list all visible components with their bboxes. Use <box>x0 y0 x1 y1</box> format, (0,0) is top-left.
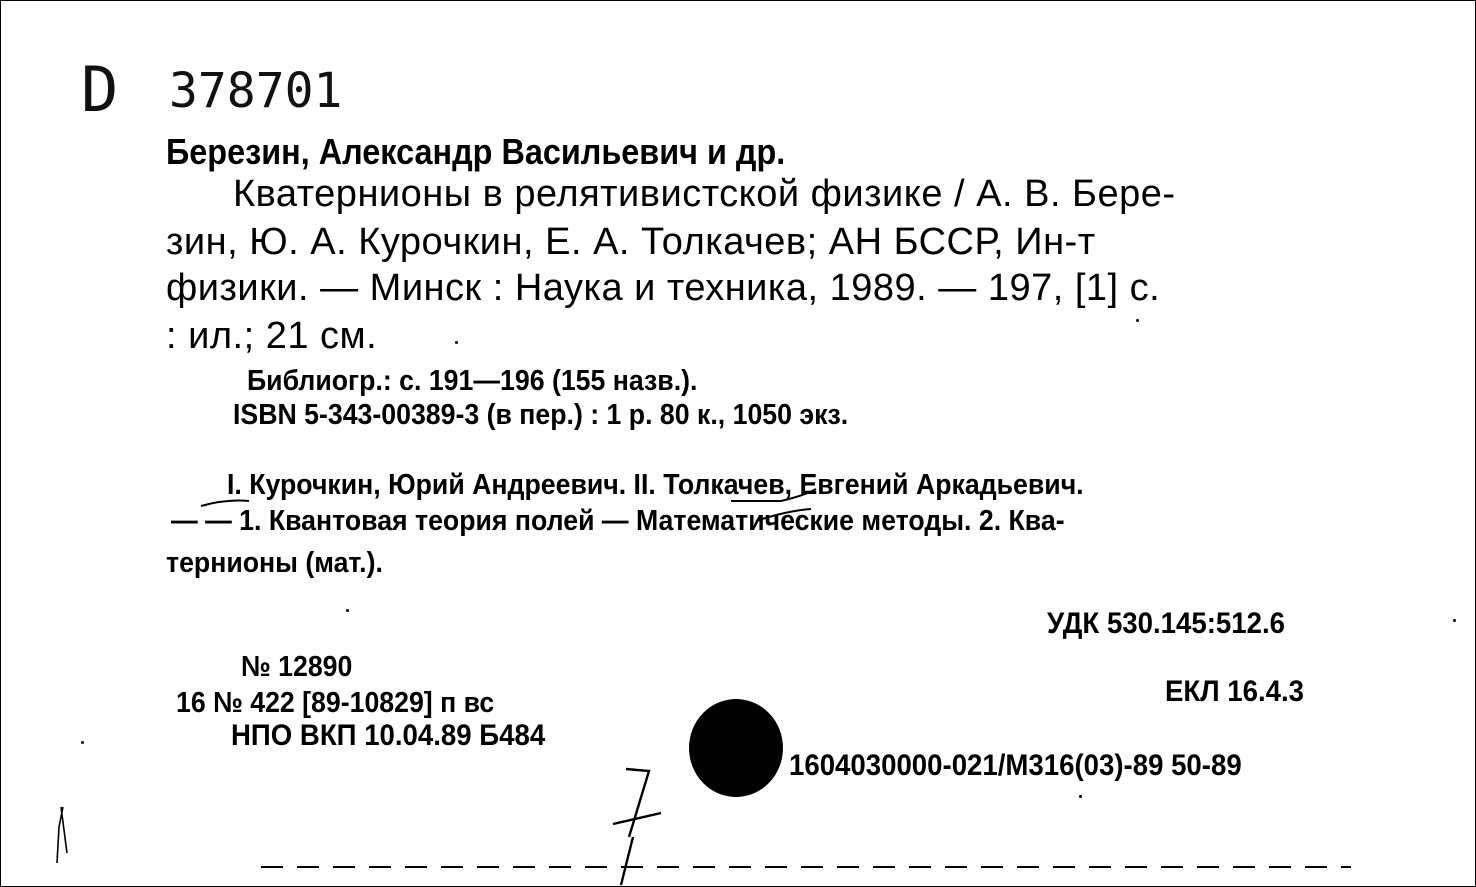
speck <box>81 741 84 744</box>
title-line-4: : ил.; 21 см. <box>166 315 378 357</box>
order-line-2: 16 № 422 [89-10829] п вс <box>176 687 495 719</box>
tracing-line-3: тернионы (мат.). <box>166 547 383 579</box>
speck <box>1136 319 1139 322</box>
speck <box>455 341 458 344</box>
bibliography-note: Библиогр.: с. 191—196 (155 назв.). <box>247 365 698 397</box>
speck <box>1453 619 1456 622</box>
udk-code: УДК 530.145:512.6 <box>1047 607 1285 640</box>
classification-code: 1604030000-021/М316(03)-89 50-89 <box>789 749 1242 782</box>
speck <box>1079 795 1082 798</box>
author-heading: Березин, Александр Васильевич и др. <box>166 131 786 172</box>
call-number: 378701 <box>169 63 343 119</box>
order-line-1: № 12890 <box>241 651 353 683</box>
tracing-line-1: I. Курочкин, Юрий Андреевич. II. Толкачев, Евгений Аркадьевич. <box>227 469 1084 501</box>
punch-hole <box>689 699 783 797</box>
speck <box>346 609 349 612</box>
call-mark: D <box>81 53 119 126</box>
isbn-note: ISBN 5-343-00389-3 (в пер.) : 1 р. 80 к., 1050 экз. <box>233 399 849 431</box>
tracing-line-2: — — 1. Квантовая теория полей — Математические методы. 2. Ква- <box>171 505 1065 537</box>
title-line-2: зин, Ю. А. Курочкин, Е. А. Толкачев; АН БССР, Ин-т <box>166 221 1096 263</box>
title-line-1: Кватернионы в релятивистской физике / А. В. Бере- <box>233 173 1176 215</box>
title-line-3: физики. — Минск : Наука и техника, 1989. — 197, [1] с. <box>166 267 1161 309</box>
order-line-3: НПО ВКП 10.04.89 Б484 <box>231 719 546 752</box>
ekl-code: ЕКЛ 16.4.3 <box>1165 675 1305 708</box>
